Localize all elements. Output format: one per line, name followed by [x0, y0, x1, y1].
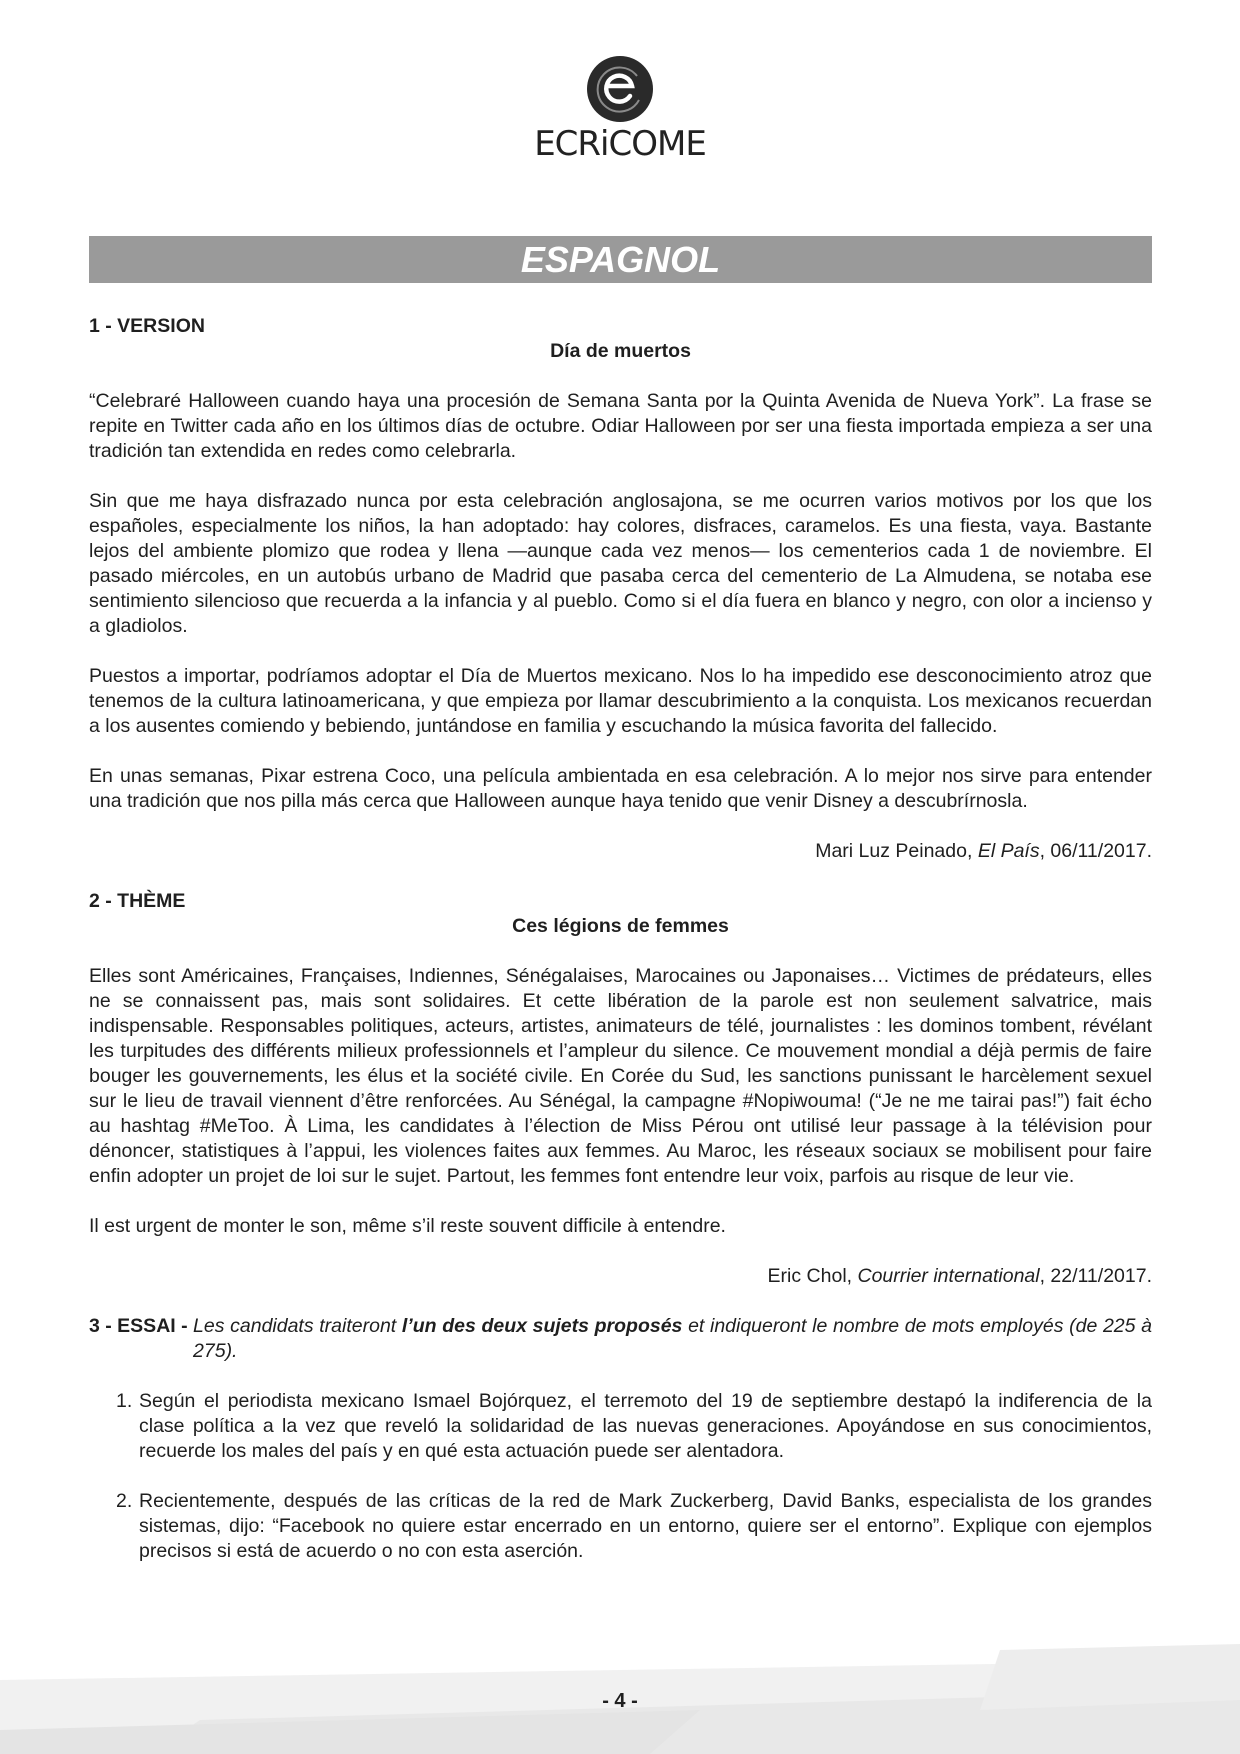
question-text: Según el periodista mexicano Ismael Bojórquez, el terremoto del 19 de septiembre destapó la indiferencia de la clase política a la vez que reveló la solidaridad de las nuevas generaciones. Apoyándose en sus conocimientos, recuerde los males del país y en qué esta actuación puede ser alentadora.: [139, 1390, 1152, 1462]
essay-question: [89, 1389, 1152, 1464]
ecricome-logo: [0, 56, 1240, 164]
section-1-paragraph: En unas semanas, Pixar estrena Coco, una película ambientada en esa celebración. A lo mejor nos sirve para entender una tradición que nos pilla más cerca que Halloween aunque haya tenido que venir Disney a descubrírnosla.: [89, 765, 1152, 812]
attribution-source: El País: [977, 840, 1040, 862]
essay-question-list: [89, 1389, 1152, 1564]
subject-banner: ESPAGNOL: [89, 236, 1152, 283]
section-3-label: 3 - ESSAI -: [89, 1315, 194, 1337]
section-1-paragraph: Puestos a importar, podríamos adoptar el Día de Muertos mexicano. Nos lo ha impedido ese desconocimiento atroz que tenemos de la cultura latinoamericana, y que empieza por llamar descubrimiento a la conquista. Los mexicanos recuerdan a los ausentes comiendo y bebiendo, juntándose en familia y escuchando la música favorita del fallecido.: [89, 665, 1152, 737]
attribution-author: Mari Luz Peinado,: [815, 840, 978, 862]
instruction-bold: l’un des deux sujets proposés: [401, 1315, 683, 1337]
section-2-attribution: [89, 1264, 1152, 1289]
section-2-label: 2 - THÈME: [89, 890, 186, 912]
section-1-title: Día de muertos: [550, 340, 691, 362]
section-1-paragraph: “Celebraré Halloween cuando haya una procesión de Semana Santa por la Quinta Avenida de Nueva York”. La frase se repite en Twitter cada año en los últimos días de octubre. Odiar Halloween por ser una fiesta importada empieza a ser una tradición tan extendida en redes como celebrarla.: [89, 390, 1152, 462]
logo-wordmark: ECRiCOME: [534, 124, 706, 164]
section-2-paragraph: Il est urgent de monter le son, même s’il reste souvent difficile à entendre.: [89, 1215, 726, 1237]
attribution-date: , 06/11/2017.: [1039, 840, 1152, 862]
section-1-paragraph: Sin que me haya disfrazado nunca por esta celebración anglosajona, se me ocurren varios motivos por los que los españoles, especialmente los niños, la han adoptado: hay colores, disfraces, caramelos. Es una fiesta, vaya. Bastante lejos del ambiente plomizo que rodea y llena —aunque cada vez menos— los cementerios cada 1 de noviembre. El pasado miércoles, en un autobús urbano de Madrid que pasaba cerca del cementerio de La Almudena, se notaba ese sentimiento silencioso que recuerda a la infancia y al pueblo. Como si el día fuera en blanco y negro, con olor a incienso y a gladiolos.: [89, 490, 1152, 637]
instruction-pre: Les candidats traiteront: [193, 1315, 402, 1337]
page-number: - 4 -: [602, 1690, 638, 1712]
attribution-date: , 22/11/2017.: [1039, 1265, 1152, 1287]
section-2-paragraph: Elles sont Américaines, Françaises, Indiennes, Sénégalaises, Marocaines ou Japonaises… Victimes de prédateurs, elles ne se connaissent pas, mais sont solidaires. Et cette libération de la parole est non seulement salvatrice, mais indispensable. Responsables politiques, acteurs, artistes, animateurs de télé, journalistes : les dominos tombent, révélant les turpitudes des différents milieux professionnels et l’ampleur du silence. Ce mouvement mondial a déjà permis de faire bouger les gouvernements, les élus et la société civile. En Corée du Sud, les sanctions punissant le harcèlement sexuel sur le lieu de travail viennent d’être renforcées. Au Sénégal, la campagne #Nopiwouma! (“Je ne me tairai pas!”) fait écho au hashtag #MeToo. À Lima, les candidates à l’élection de Miss Pérou ont utilisé leur passage à la télévision pour dénoncer, statistiques à l’appui, les violences faites aux femmes. Au Maroc, les réseaux sociaux se mobilisent pour faire enfin adopter un projet de loi sur le sujet. Partout, les femmes font entendre leur voix, parfois au risque de leur vie.: [89, 965, 1152, 1187]
essay-question: [89, 1489, 1152, 1564]
attribution-author: Eric Chol,: [767, 1265, 858, 1287]
ecricome-logo-icon: [587, 56, 653, 122]
section-3-header: [89, 1314, 1152, 1364]
question-number: 1.: [116, 1390, 133, 1412]
question-number: 2.: [116, 1490, 133, 1512]
section-1-attribution: [89, 839, 1152, 864]
question-text: Recientemente, después de las críticas de la red de Mark Zuckerberg, David Banks, especialista de los grandes sistemas, dijo: “Facebook no quiere estar encerrado en un entorno, quiere ser el entorno”. Explique con ejemplos precisos si está de acuerdo o no con esta aserción.: [139, 1490, 1152, 1562]
instruction-post: et indiqueront le nombre de mots employés (de 225 à 275).: [193, 1315, 1152, 1362]
attribution-source: Courrier international: [857, 1265, 1040, 1287]
section-3-instruction: [193, 1314, 1152, 1364]
section-1-label: 1 - VERSION: [89, 315, 205, 337]
section-2-title: Ces légions de femmes: [512, 915, 729, 937]
exam-content: [89, 314, 1152, 1589]
